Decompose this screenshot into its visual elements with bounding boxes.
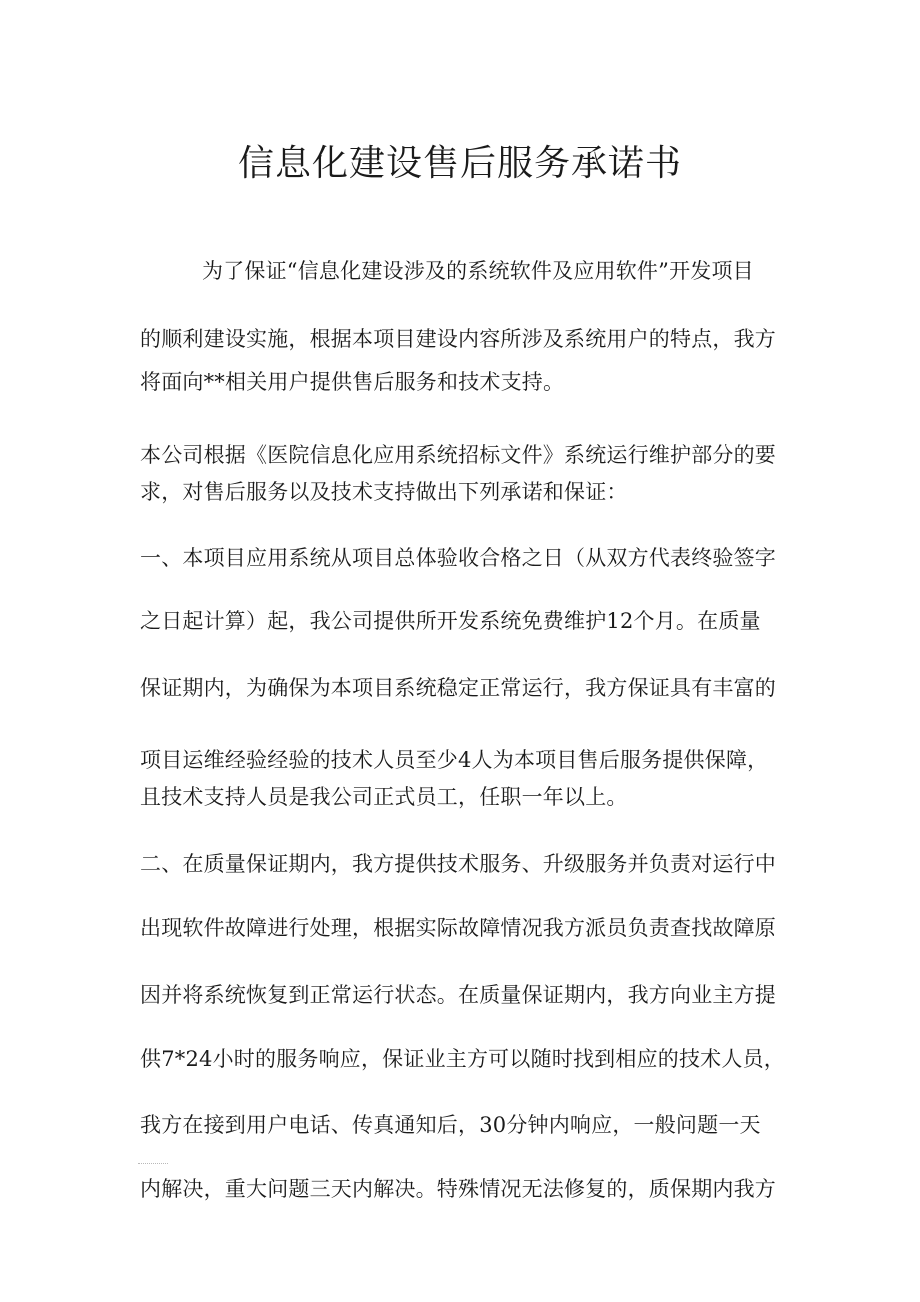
paragraph-line: 内解决，重大问题三天内解决。特殊情况无法修复的，质保期内我方	[140, 1177, 776, 1201]
paragraph-line: 保证期内，为确保为本项目系统稳定正常运行，我方保证具有丰富的	[140, 676, 776, 700]
paragraph-line: 本公司根据《医院信息化应用系统招标文件》系统运行维护部分的要	[140, 443, 776, 467]
paragraph-line: 项目运维经验经验的技术人员至少4人为本项目售后服务提供保障，	[140, 748, 769, 772]
document-title: 信息化建设售后服务承诺书	[237, 143, 682, 184]
scan-artifact	[138, 1163, 168, 1165]
paragraph-line: 为了保证“信息化建设涉及的系统软件及应用软件”开发项目	[202, 259, 754, 283]
paragraph-line: 且技术支持人员是我公司正式员工，任职一年以上。	[140, 785, 628, 809]
paragraph-line: 二、在质量保证期内，我方提供技术服务、升级服务并负责对运行中	[140, 852, 776, 876]
paragraph-line: 因并将系统恢复到正常运行状态。在质量保证期内，我方向业主方提	[140, 983, 776, 1007]
paragraph-line: 之日起计算）起，我公司提供所开发系统免费维护12个月。在质量	[140, 609, 761, 633]
paragraph-line: 一、本项目应用系统从项目总体验收合格之日（从双方代表终验签字	[140, 546, 776, 570]
paragraph-line: 我方在接到用户电话、传真通知后，30分钟内响应，一般问题一天	[140, 1113, 761, 1137]
paragraph-line: 出现软件故障进行处理，根据实际故障情况我方派员负责查找故障原	[140, 916, 776, 940]
paragraph-line: 供7*24小时的服务响应，保证业主方可以随时找到相应的技术人员，	[140, 1047, 785, 1071]
paragraph-line: 的顺利建设实施，根据本项目建设内容所涉及系统用户的特点，我方	[140, 327, 776, 351]
paragraph-line: 求，对售后服务以及技术支持做出下列承诺和保证：	[140, 480, 628, 504]
paragraph-line: 将面向**相关用户提供售后服务和技术支持。	[140, 370, 565, 394]
